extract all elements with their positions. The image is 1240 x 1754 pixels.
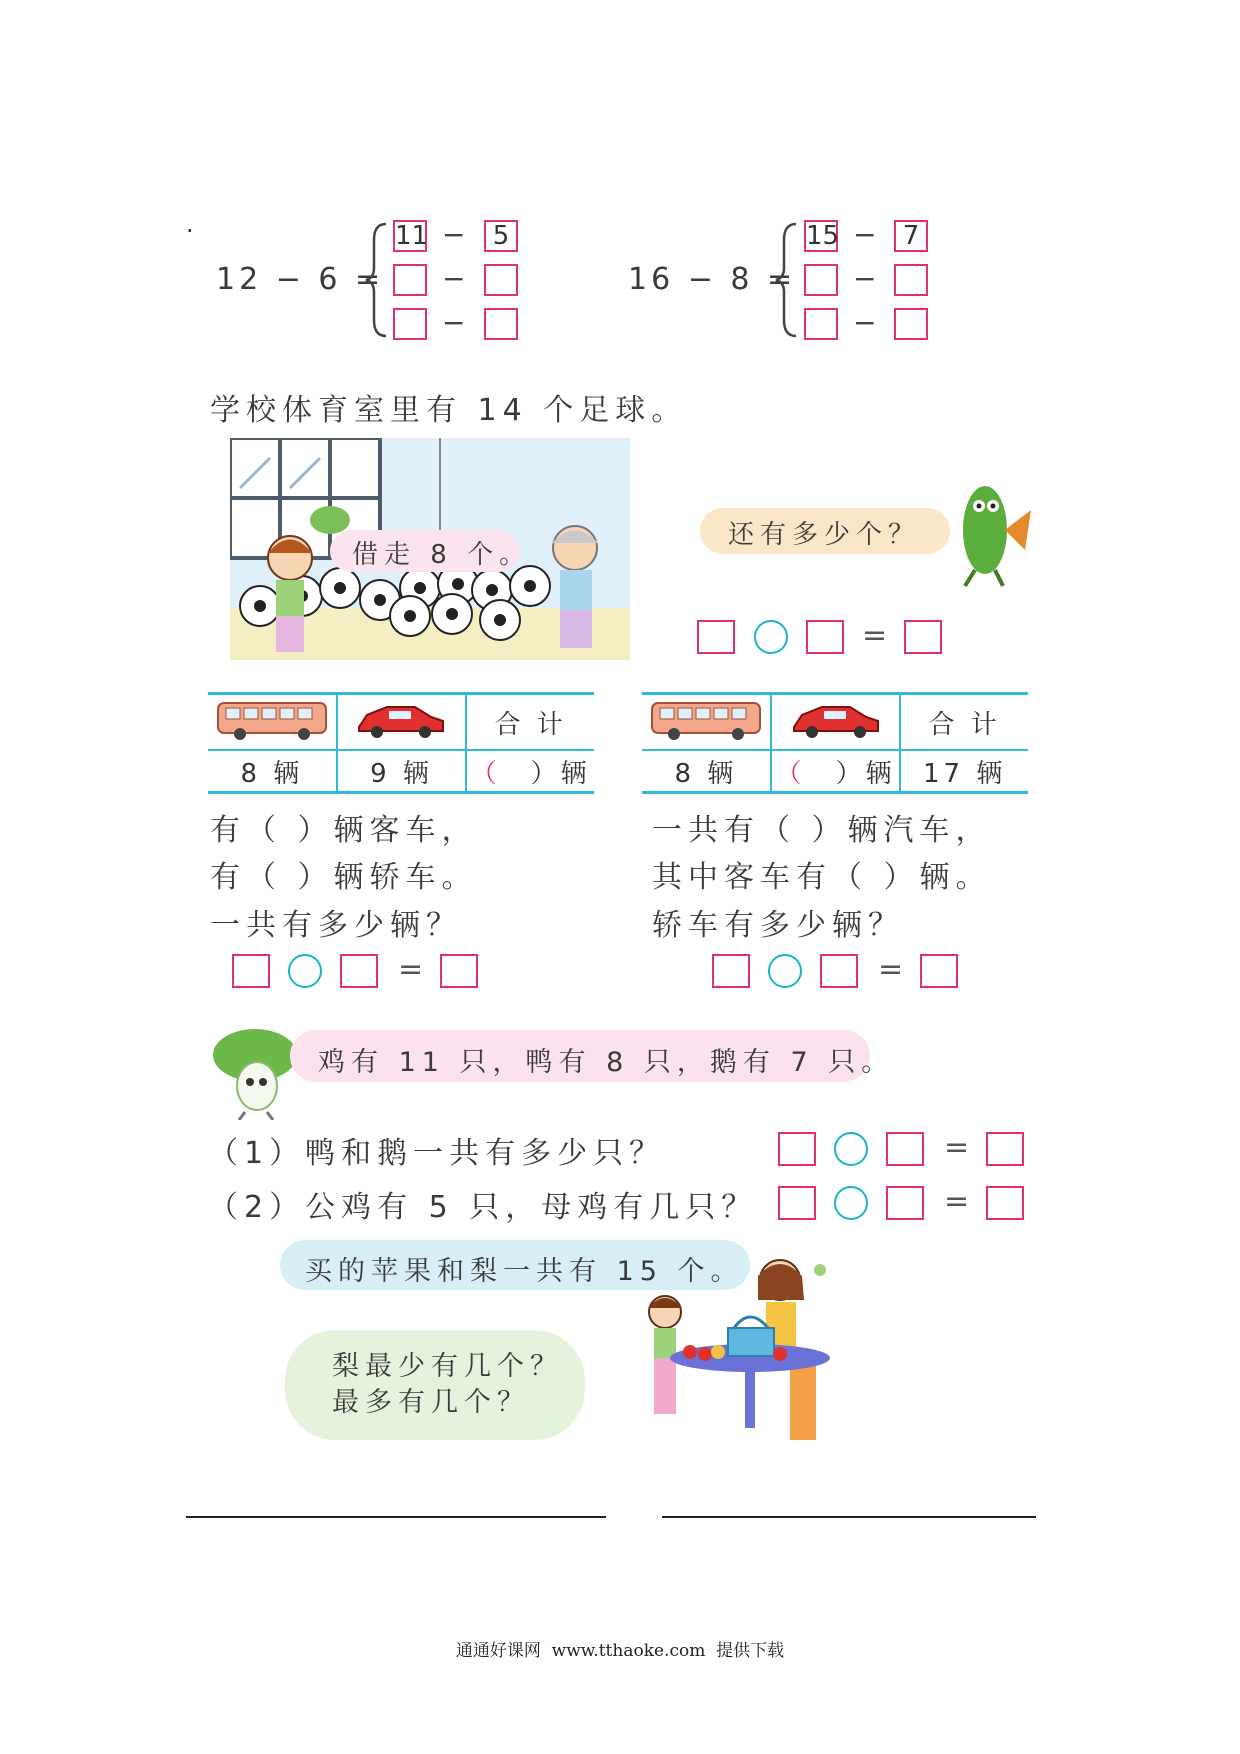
left-brace [362, 220, 392, 340]
left-box-b1: 5 [484, 220, 518, 252]
right-box-b1: 7 [894, 220, 928, 252]
birds-question-2: （2）公鸡有 5 只，母鸡有几只？ [208, 1190, 758, 1225]
fruit-bubble-text: 买的苹果和梨一共有 15 个。 [305, 1256, 744, 1287]
minus-sign: − [853, 218, 877, 251]
right-box-b3[interactable] [894, 308, 928, 340]
answer-box[interactable] [886, 1132, 924, 1166]
left-expression: 12 − 6 = [216, 262, 385, 297]
car-icon [771, 694, 901, 751]
answer-box[interactable] [820, 954, 858, 988]
answer-box[interactable] [778, 1186, 816, 1220]
left-question-2: 有（ ）辆轿车。 [210, 860, 478, 895]
right-box-a1: 15 [806, 221, 840, 251]
answer-box[interactable] [986, 1186, 1024, 1220]
right-box-a3[interactable] [804, 308, 838, 340]
shopping-illustration [600, 1240, 850, 1450]
minus-sign: − [853, 262, 877, 295]
left-question-3: 一共有多少辆？ [210, 908, 462, 943]
answer-line-left [186, 1516, 606, 1518]
left-box-b2[interactable] [484, 264, 518, 296]
equals-sign: = [944, 1130, 970, 1165]
total-count: 17 辆 [900, 750, 1028, 793]
left-question-1: 有（ ）辆客车， [210, 813, 478, 848]
left-box-a3[interactable] [393, 308, 427, 340]
minus-sign: − [853, 306, 877, 339]
answer-box[interactable] [806, 620, 844, 654]
operator-circle[interactable] [834, 1132, 868, 1166]
right-box-a2[interactable] [804, 264, 838, 296]
total-blank[interactable] [466, 750, 594, 793]
left-box-b3[interactable] [484, 308, 518, 340]
equals-sign: = [862, 618, 888, 653]
operator-circle[interactable] [754, 620, 788, 654]
paren-open: （ [775, 758, 806, 789]
answer-box[interactable] [697, 620, 735, 654]
right-question-1: 一共有（ ）辆汽车， [652, 813, 992, 848]
answer-line-right [662, 1516, 1036, 1518]
answer-box[interactable] [232, 954, 270, 988]
operator-circle[interactable] [288, 954, 322, 988]
paren-close-unit: ）辆 [530, 758, 591, 789]
total-header: 合 计 [466, 694, 594, 751]
bus-icon [642, 694, 771, 751]
left-box-a2[interactable] [393, 264, 427, 296]
answer-box[interactable] [886, 1186, 924, 1220]
bus-icon [208, 694, 337, 751]
footer-credit: 通通好课网 www.tthaoke.com 提供下载 [455, 1641, 785, 1661]
soccer-intro: 学校体育室里有 14 个足球。 [210, 393, 688, 428]
answer-box[interactable] [986, 1132, 1024, 1166]
cabbage-character-icon [205, 1020, 305, 1120]
minus-sign: − [442, 262, 466, 295]
left-box-a1: 11 [395, 221, 429, 251]
right-brace [772, 220, 802, 340]
car-blank[interactable] [771, 750, 901, 793]
answer-box[interactable] [712, 954, 750, 988]
bus-count: 8 辆 [208, 750, 337, 793]
paren-close-unit: ）辆 [835, 758, 896, 789]
answer-box[interactable] [340, 954, 378, 988]
right-question-2: 其中客车有（ ）辆。 [652, 860, 992, 895]
stray-dot: . [186, 210, 194, 238]
bus-count: 8 辆 [642, 750, 771, 793]
operator-circle[interactable] [834, 1186, 868, 1220]
speech-borrow-text: 借走 8 个。 [352, 540, 532, 570]
equals-sign: = [878, 952, 904, 987]
car-icon [337, 694, 466, 751]
right-expression: 16 − 8 = [628, 262, 797, 297]
pears-question-1: 梨最少有几个？ [332, 1351, 563, 1382]
birds-bubble-text: 鸡有 11 只，鸭有 8 只，鹅有 7 只。 [318, 1047, 895, 1078]
vehicle-table-right [642, 692, 1028, 794]
minus-sign: − [442, 218, 466, 251]
speech-remaining-text: 还有多少个？ [728, 520, 921, 550]
birds-question-1: （1）鸭和鹅一共有多少只？ [208, 1136, 666, 1171]
equals-sign: = [944, 1184, 970, 1219]
answer-box[interactable] [920, 954, 958, 988]
pears-question-2: 最多有几个？ [332, 1387, 530, 1418]
total-header: 合 计 [900, 694, 1028, 751]
pea-character-icon [945, 470, 1035, 590]
right-question-3: 轿车有多少辆？ [652, 908, 904, 943]
answer-box[interactable] [440, 954, 478, 988]
answer-box[interactable] [778, 1132, 816, 1166]
answer-box[interactable] [904, 620, 942, 654]
car-count: 9 辆 [337, 750, 466, 793]
equals-sign: = [398, 952, 424, 987]
minus-sign: − [442, 306, 466, 339]
operator-circle[interactable] [768, 954, 802, 988]
paren-open: （ [470, 758, 501, 789]
vehicle-table-left [208, 692, 594, 794]
right-box-b2[interactable] [894, 264, 928, 296]
